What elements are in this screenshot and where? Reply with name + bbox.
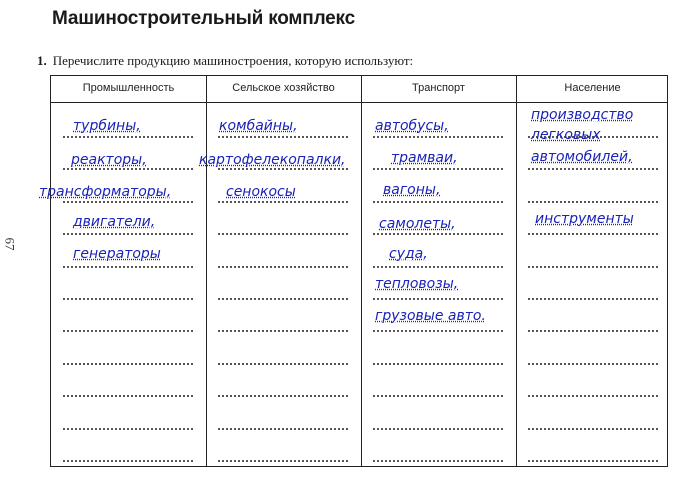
handwritten-answer: суда, [389,246,428,262]
dotted-answer-line [63,168,193,170]
dotted-answer-line [218,298,348,300]
dotted-answer-line [63,363,193,365]
dotted-answer-line [63,330,193,332]
column-header-population: Население [564,82,621,94]
header-divider [51,102,667,103]
handwritten-answer: легковых [531,127,601,143]
dotted-answer-line [373,428,503,430]
handwritten-answer: турбины, [73,118,141,134]
handwritten-answer: автомобилей, [531,149,633,165]
dotted-answer-line [528,168,658,170]
handwritten-answer: производство [531,107,634,123]
handwritten-answer: картофелекопалки, [199,152,346,168]
handwritten-answer: генераторы [73,246,161,262]
dotted-answer-line [218,428,348,430]
dotted-answer-line [528,330,658,332]
task-number: 1. [37,53,47,68]
dotted-answer-line [528,460,658,462]
dotted-answer-line [63,266,193,268]
task-text: Перечислите продукцию машиностроения, которую используют: [52,53,414,68]
dotted-answer-line [63,201,193,203]
page-number: 67 [2,237,18,251]
dotted-answer-line [218,233,348,235]
dotted-answer-line [63,298,193,300]
handwritten-answer: инструменты [535,211,634,227]
column-divider [206,76,207,466]
dotted-answer-line [528,201,658,203]
dotted-answer-line [528,395,658,397]
dotted-answer-line [63,395,193,397]
page-title: Машиностроительный комплекс [52,8,355,29]
dotted-answer-line [373,395,503,397]
dotted-answer-line [373,298,503,300]
handwritten-answer: самолеты, [379,216,456,232]
handwritten-answer: двигатели, [73,214,156,230]
handwritten-answer: вагоны, [383,182,441,198]
dotted-answer-line [373,201,503,203]
dotted-answer-line [373,330,503,332]
dotted-answer-line [218,201,348,203]
dotted-answer-line [373,460,503,462]
dotted-answer-line [528,428,658,430]
dotted-answer-line [218,330,348,332]
dotted-answer-line [218,363,348,365]
dotted-answer-line [528,298,658,300]
dotted-answer-line [218,395,348,397]
dotted-answer-line [373,168,503,170]
dotted-answer-line [373,233,503,235]
column-header-agriculture: Сельское хозяйство [232,82,335,94]
dotted-answer-line [218,460,348,462]
dotted-answer-line [218,266,348,268]
dotted-answer-line [63,428,193,430]
dotted-answer-line [373,363,503,365]
handwritten-answer: реакторы, [71,152,147,168]
dotted-answer-line [63,136,193,138]
dotted-answer-line [218,136,348,138]
task-prompt [37,53,413,69]
dotted-answer-line [63,233,193,235]
column-divider [516,76,517,466]
handwritten-answer: трамваи, [391,150,458,166]
dotted-answer-line [218,168,348,170]
handwritten-answer: автобусы, [375,118,449,134]
handwritten-answer: тепловозы, [375,276,459,292]
column-header-transport: Транспорт [412,82,465,94]
dotted-answer-line [528,266,658,268]
handwritten-answer: комбайны, [219,118,298,134]
handwritten-answer: грузовые авто. [375,308,486,324]
answer-table [39,75,668,467]
dotted-answer-line [63,460,193,462]
handwritten-answer: сенокосы [226,184,296,200]
dotted-answer-line [528,233,658,235]
column-header-industry: Промышленность [82,82,175,94]
column-divider [361,76,362,466]
handwritten-answer: трансформаторы, [39,184,172,200]
dotted-answer-line [373,266,503,268]
dotted-answer-line [528,363,658,365]
dotted-answer-line [373,136,503,138]
